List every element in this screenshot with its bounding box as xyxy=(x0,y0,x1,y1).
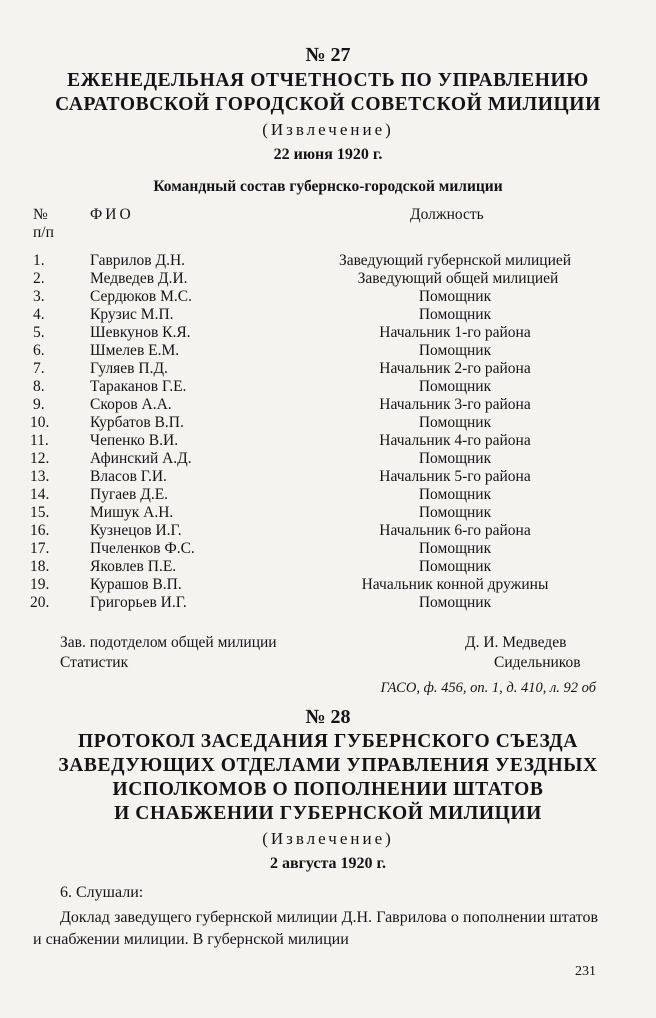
row-name: Афинский А.Д. xyxy=(90,450,192,467)
row-number: 11. xyxy=(30,432,49,449)
row-number: 12. xyxy=(30,450,50,467)
archive-source: ГАСО, ф. 456, оп. 1, д. 410, л. 92 об xyxy=(380,680,596,696)
agenda-item: 6. Слушали: xyxy=(60,884,144,901)
doc28-number: № 28 xyxy=(305,706,351,728)
row-number: 15. xyxy=(30,504,50,521)
row-number: 8. xyxy=(33,378,45,395)
row-name: Крузис М.П. xyxy=(90,306,174,323)
row-name: Григорьев И.Г. xyxy=(90,594,187,611)
row-number: 10. xyxy=(30,414,50,431)
row-position: Начальник 4-го района xyxy=(379,432,531,449)
row-position: Помощник xyxy=(418,342,492,359)
header-num: № xyxy=(33,206,48,223)
row-position: Начальник конной дружины xyxy=(361,576,549,593)
row-number: 13. xyxy=(30,468,50,485)
row-position: Помощник xyxy=(418,540,492,557)
row-number: 9. xyxy=(33,396,45,413)
row-name: Курбатов В.П. xyxy=(90,414,184,431)
doc28-title-line4: И СНАБЖЕНИИ ГУБЕРНСКОЙ МИЛИЦИИ xyxy=(114,803,542,824)
header-name: ФИО xyxy=(90,206,134,223)
row-name: Тараканов Г.Е. xyxy=(90,378,187,395)
row-position: Заведующий общей милицией xyxy=(357,270,559,287)
signature1-role: Зав. подотделом общей милиции xyxy=(60,634,277,651)
page-number: 231 xyxy=(575,964,596,979)
row-position: Помощник xyxy=(418,306,492,323)
row-number: 2. xyxy=(33,270,45,287)
row-position: Заведующий губернской милицией xyxy=(338,252,572,269)
row-name: Шевкунов К.Я. xyxy=(90,324,191,341)
row-name: Яковлев П.Е. xyxy=(90,558,177,575)
row-name: Мишук А.Н. xyxy=(90,504,174,521)
row-position: Помощник xyxy=(418,450,492,467)
row-position: Начальник 5-го района xyxy=(379,468,531,485)
row-name: Гаврилов Д.Н. xyxy=(90,252,186,269)
row-position: Помощник xyxy=(418,414,492,431)
row-number: 7. xyxy=(33,360,45,377)
row-number: 1. xyxy=(33,252,45,269)
row-number: 3. xyxy=(33,288,45,305)
doc27-date: 22 июня 1920 г. xyxy=(273,146,383,163)
row-name: Пугаев Д.Е. xyxy=(90,486,169,503)
row-name: Скоров А.А. xyxy=(90,396,172,413)
row-position: Помощник xyxy=(418,378,492,395)
signature2-name: Сидельников xyxy=(494,654,581,671)
row-position: Помощник xyxy=(418,288,492,305)
signature2-role: Статистик xyxy=(60,654,129,671)
doc28-title-line3: ИСПОЛКОМОВ О ПОПОЛНЕНИИ ШТАТОВ xyxy=(112,779,544,800)
row-name: Пчеленков Ф.С. xyxy=(90,540,195,557)
row-position: Начальник 6-го района xyxy=(379,522,531,539)
row-name: Чепенко В.И. xyxy=(90,432,179,449)
row-number: 17. xyxy=(30,540,50,557)
row-name: Власов Г.И. xyxy=(90,468,167,485)
doc28-extract: (Извлечение) xyxy=(262,829,394,848)
row-number: 18. xyxy=(30,558,50,575)
row-name: Сердюков М.С. xyxy=(90,288,192,305)
row-position: Начальник 2-го района xyxy=(379,360,531,377)
row-number: 6. xyxy=(33,342,45,359)
row-position: Начальник 1-го района xyxy=(379,324,531,341)
row-position: Помощник xyxy=(418,504,492,521)
row-position: Помощник xyxy=(418,594,492,611)
row-name: Кузнецов И.Г. xyxy=(90,522,182,539)
doc27-number: № 27 xyxy=(305,44,351,66)
row-number: 5. xyxy=(33,324,45,341)
body-paragraph: Доклад заведущего губернской милиции Д.Н. Гаврилова о пополнении штатов и снабжении милиции. В губернской милиции xyxy=(33,909,598,948)
doc27-extract: (Извлечение) xyxy=(262,120,394,139)
doc28-title-line1: ПРОТОКОЛ ЗАСЕДАНИЯ ГУБЕРНСКОГО СЪЕЗДА xyxy=(78,731,578,752)
row-number: 19. xyxy=(30,576,50,593)
row-number: 16. xyxy=(30,522,50,539)
row-number: 20. xyxy=(30,594,50,611)
row-name: Гуляев П.Д. xyxy=(90,360,168,377)
doc27-table-title: Командный состав губернско-городской милиции xyxy=(153,178,503,195)
doc28-date: 2 августа 1920 г. xyxy=(269,855,387,872)
row-position: Помощник xyxy=(418,486,492,503)
doc28-title-line2: ЗАВЕДУЮЩИХ ОТДЕЛАМИ УПРАВЛЕНИЯ УЕЗДНЫХ xyxy=(58,755,598,776)
row-position: Помощник xyxy=(418,558,492,575)
header-num-sub: п/п xyxy=(33,224,54,241)
doc27-title-line2: САРАТОВСКОЙ ГОРОДСКОЙ СОВЕТСКОЙ МИЛИЦИИ xyxy=(55,94,601,115)
row-name: Медведев Д.И. xyxy=(90,270,188,287)
doc27-title-line1: ЕЖЕНЕДЕЛЬНАЯ ОТЧЕТНОСТЬ ПО УПРАВЛЕНИЮ xyxy=(67,70,589,91)
row-position: Начальник 3-го района xyxy=(379,396,531,413)
row-name: Шмелев Е.М. xyxy=(90,342,180,359)
row-name: Курашов В.П. xyxy=(90,576,182,593)
header-position: Должность xyxy=(410,206,484,223)
row-number: 4. xyxy=(33,306,45,323)
row-number: 14. xyxy=(30,486,50,503)
signature1-name: Д. И. Медведев xyxy=(465,634,567,651)
